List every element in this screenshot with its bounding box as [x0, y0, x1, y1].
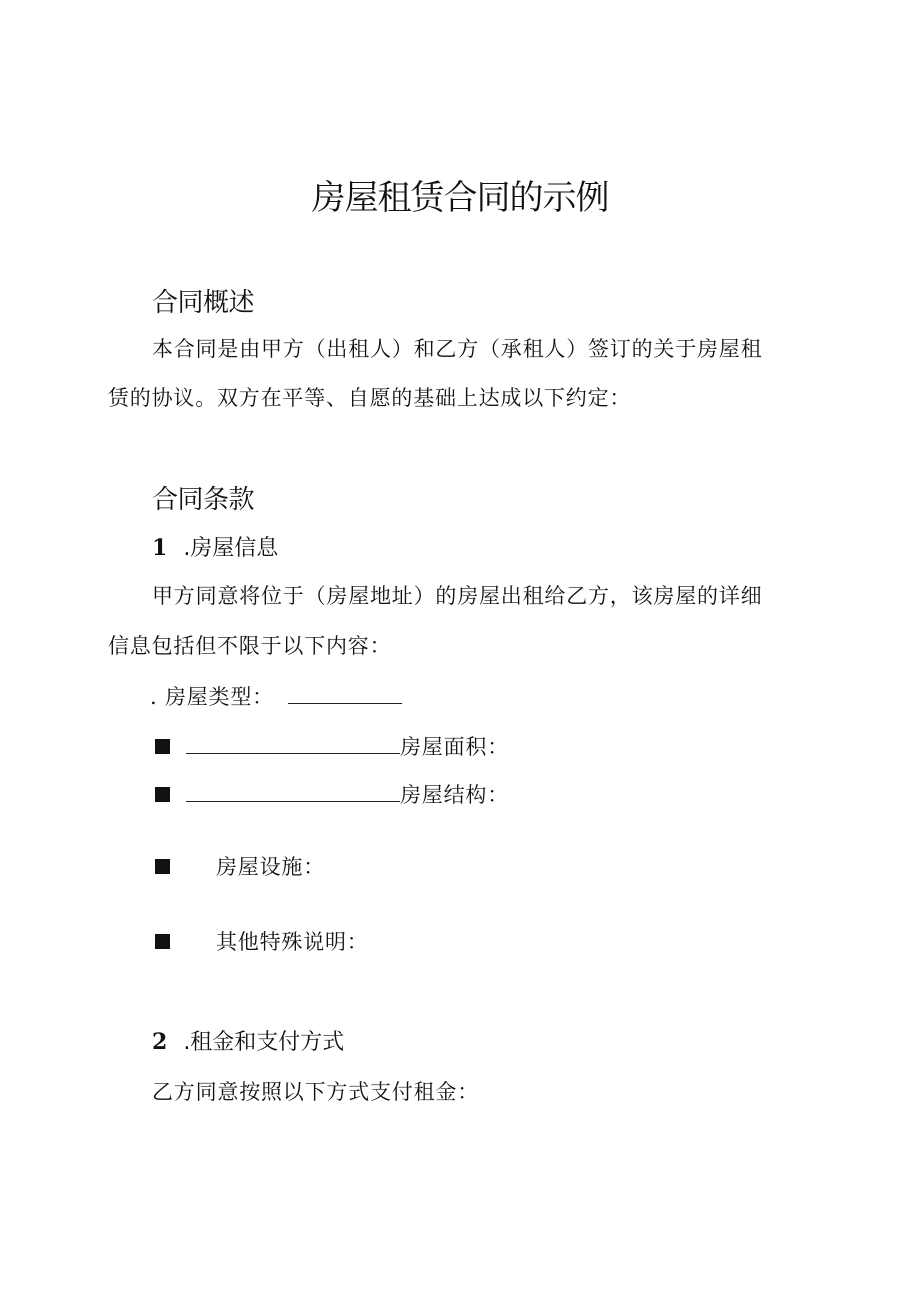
house-structure-label: 房屋结构： — [400, 783, 509, 807]
section-1-paragraph-line2: 信息包括但不限于以下内容： — [108, 634, 392, 658]
house-area-blank — [186, 733, 400, 754]
house-area-label: 房屋面积： — [400, 735, 509, 759]
house-facilities-item — [155, 851, 325, 881]
section-2-title: .租金和支付方式 — [183, 1030, 345, 1055]
section-2-number: 2 — [152, 1029, 168, 1055]
terms-heading: 合同条款 — [152, 485, 255, 515]
section-1-number: 1 — [152, 535, 168, 561]
section-1-heading — [152, 531, 278, 562]
house-structure-item — [155, 779, 509, 809]
overview-heading: 合同概述 — [152, 288, 255, 318]
page-title: 房屋租赁合同的示例 — [311, 178, 609, 218]
section-1-title: .房屋信息 — [183, 536, 279, 561]
bullet-icon — [155, 787, 170, 802]
house-area-item — [155, 731, 509, 761]
overview-paragraph-line1: 本合同是由甲方（出租人）和乙方（承租人）签订的关于房屋租 — [152, 337, 763, 361]
section-2-heading — [152, 1025, 344, 1056]
house-type-label: . 房屋类型： — [150, 685, 274, 709]
section-1-paragraph-line1: 甲方同意将位于（房屋地址）的房屋出租给乙方，该房屋的详细 — [152, 584, 763, 608]
bullet-icon — [155, 859, 170, 874]
house-facilities-label: 房屋设施： — [216, 855, 325, 879]
house-type-item — [150, 681, 402, 711]
house-structure-blank — [186, 781, 400, 802]
other-notes-item — [155, 926, 369, 956]
bullet-icon — [155, 934, 170, 949]
section-2-paragraph-line1: 乙方同意按照以下方式支付租金： — [152, 1080, 479, 1104]
other-notes-label: 其他特殊说明： — [216, 930, 369, 954]
house-type-blank — [288, 683, 402, 704]
bullet-icon — [155, 739, 170, 754]
overview-paragraph-line2: 赁的协议。双方在平等、自愿的基础上达成以下约定： — [108, 386, 632, 410]
